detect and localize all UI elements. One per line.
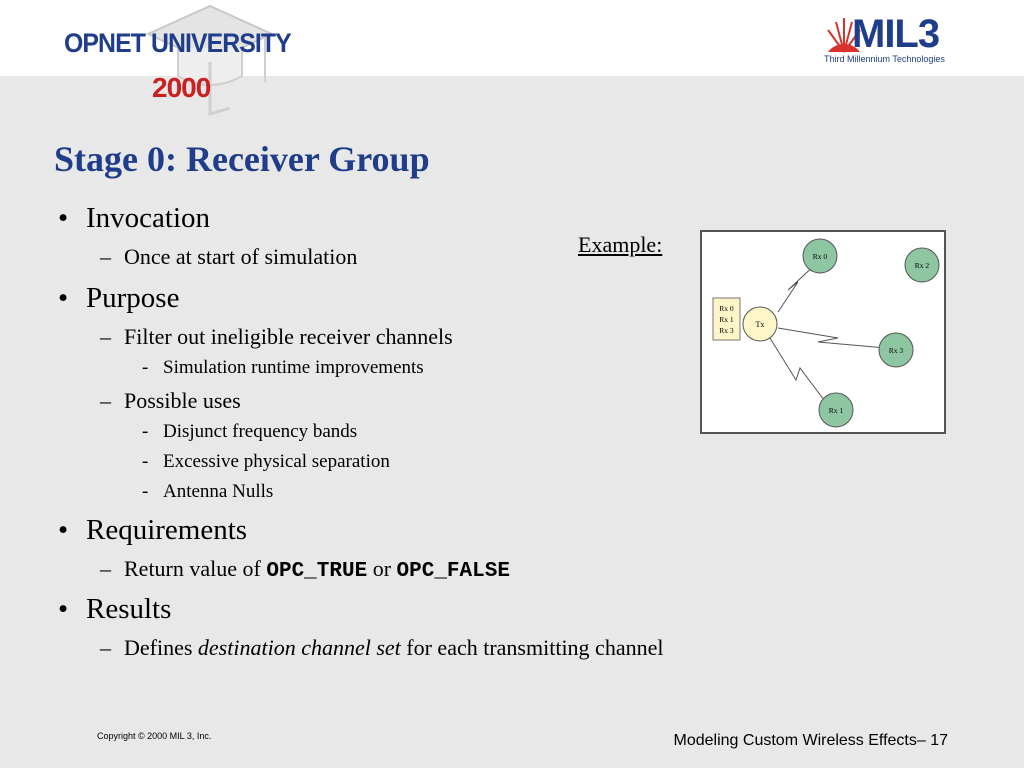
sub-sub-bullet — [142, 357, 424, 379]
tx-node-label: Tx — [755, 320, 765, 329]
bullet-text: Purpose — [86, 282, 180, 314]
rx-list-item: Rx 0 — [719, 304, 734, 313]
rx-list-item: Rx 1 — [719, 315, 734, 324]
rx-list-item: Rx 3 — [719, 326, 734, 335]
sub-sub-bullet — [142, 451, 390, 473]
sub-sub-bullet-text: Excessive physical separation — [163, 451, 390, 472]
opc-true-code: OPC_TRUE — [266, 560, 368, 583]
dash-marker: – — [100, 324, 111, 349]
bullet-text: Results — [86, 593, 172, 625]
mil3-tagline: Third Millennium Technologies — [824, 54, 945, 64]
logo-year-text: 2000 — [152, 72, 211, 103]
dash-marker: – — [100, 388, 111, 413]
link-tx-rx1 — [770, 338, 830, 408]
sub-sub-bullet — [142, 421, 358, 443]
hyphen-marker: - — [142, 421, 149, 442]
example-label: Example: — [578, 232, 663, 257]
graduation-cap-icon — [60, 4, 320, 122]
bullet-invocation — [58, 202, 211, 235]
sub-bullet — [100, 244, 358, 270]
link-tx-rx3 — [778, 328, 886, 348]
sub-bullet-text-mid: or — [367, 556, 397, 581]
sub-sub-bullet — [142, 481, 274, 503]
dash-marker: – — [100, 556, 111, 581]
sub-bullet-text-post: for each transmitting channel — [400, 635, 664, 660]
sub-bullet-text: Possible uses — [124, 388, 241, 413]
receiver-group-diagram — [700, 230, 946, 434]
sub-bullet-text-pre: Return value of — [124, 556, 267, 581]
sub-bullet — [100, 635, 664, 661]
bullet-marker: • — [58, 282, 69, 314]
footer-copyright: Copyright © 2000 MIL 3, Inc. — [97, 731, 212, 741]
hyphen-marker: - — [142, 451, 149, 472]
dash-marker: – — [100, 635, 111, 660]
opnet-university-logo — [60, 4, 320, 122]
footer-page-title: Modeling Custom Wireless Effects– 17 — [673, 732, 948, 749]
hyphen-marker: - — [142, 357, 149, 378]
bullet-requirements — [58, 514, 248, 547]
italic-term: destination channel set — [197, 635, 401, 660]
sub-bullet-text: Filter out ineligible receiver channels — [124, 324, 453, 349]
bullet-results — [58, 593, 172, 626]
sub-bullet — [100, 388, 241, 414]
sub-sub-bullet-text: Simulation runtime improvements — [163, 357, 424, 378]
logo-university-text: OPNET UNIVERSITY — [64, 28, 291, 58]
rx3-node-label: Rx 3 — [888, 346, 904, 355]
sub-bullet-text: Once at start of simulation — [124, 244, 358, 269]
bullet-marker: • — [58, 593, 69, 625]
rx2-node-label: Rx 2 — [914, 261, 930, 270]
hyphen-marker: - — [142, 481, 149, 502]
slide-title: Stage 0: Receiver Group — [54, 139, 430, 179]
bullet-text: Invocation — [86, 202, 211, 234]
sub-bullet — [100, 324, 453, 350]
dash-marker: – — [100, 244, 111, 269]
sub-bullet-text-pre: Defines — [124, 635, 198, 660]
mil3-logo — [824, 14, 964, 66]
bullet-purpose — [58, 282, 180, 315]
bullet-marker: • — [58, 202, 69, 234]
rx0-node-label: Rx 0 — [812, 252, 828, 261]
bullet-marker: • — [58, 514, 69, 546]
mil3-wordmark: MIL3 — [852, 12, 940, 56]
rx1-node-label: Rx 1 — [828, 406, 844, 415]
sub-bullet — [100, 556, 510, 583]
opc-false-code: OPC_FALSE — [396, 560, 510, 583]
sub-sub-bullet-text: Disjunct frequency bands — [163, 421, 358, 442]
bullet-text: Requirements — [86, 514, 248, 546]
sub-sub-bullet-text: Antenna Nulls — [163, 481, 274, 502]
